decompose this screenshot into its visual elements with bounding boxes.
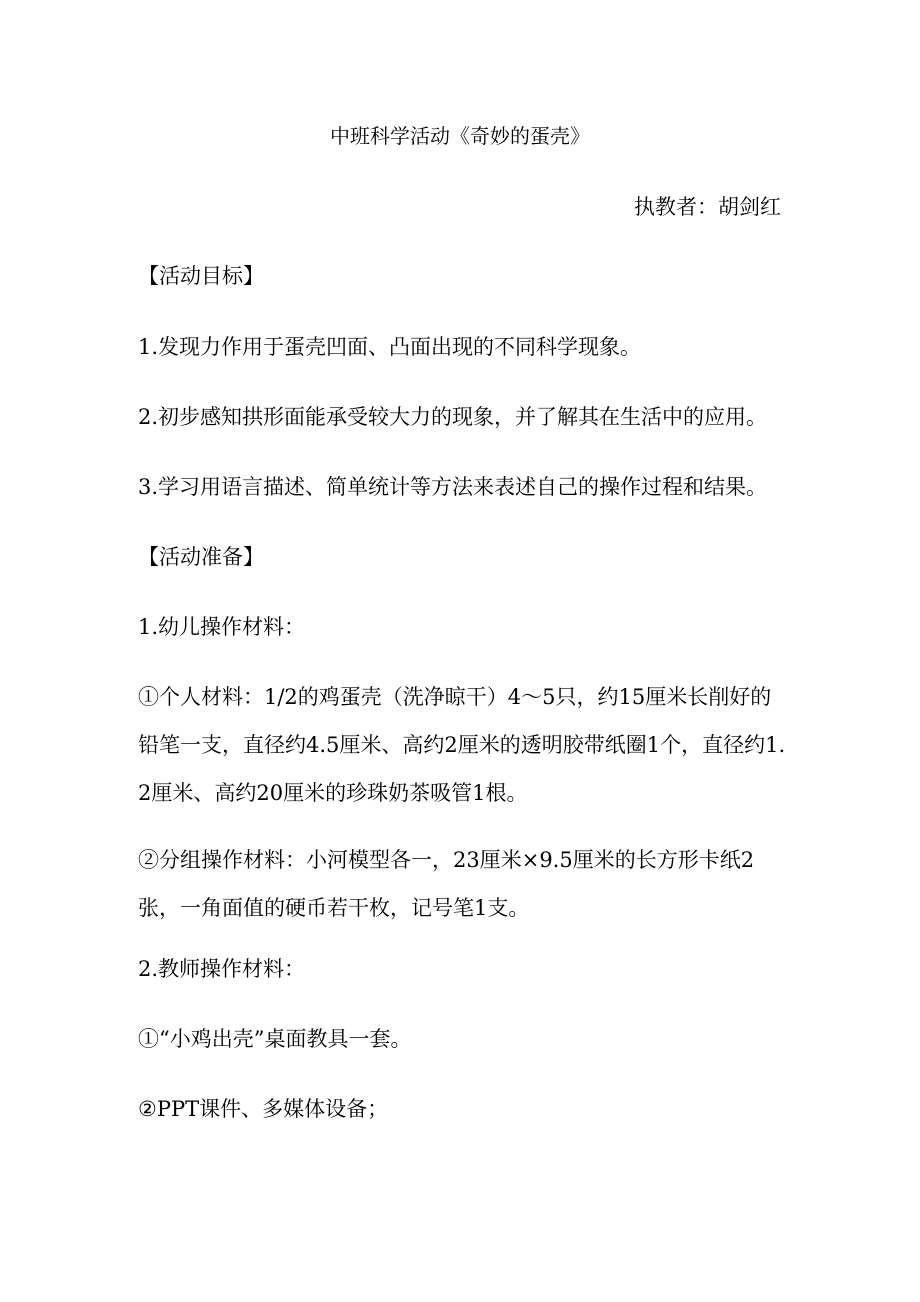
teacher-material-item: ①“小鸡出壳”桌面教具一套。 [138,1027,412,1051]
child-material-item: ①个人材料：1/2的鸡蛋壳（洗净晾干）4～5只，约15厘米长削好的铅笔一支，直径约4.5厘米、高约2厘米的透明胶带纸圈1个，直径约1.2厘米、高约20厘米的珍珠奶茶吸管1根。 [138,685,786,805]
goal-item: 3.学习用语言描述、简单统计等方法来表述自己的操作过程和结果。 [138,475,768,499]
goals-heading: 【活动目标】 [138,264,264,288]
document-title: 中班科学活动《奇妙的蛋壳》 [330,124,590,148]
goal-item: 1.发现力作用于蛋壳凹面、凸面出现的不同科学现象。 [138,335,642,359]
teacher-material-item: ②PPT课件、多媒体设备； [138,1097,389,1121]
child-materials-heading: 1.幼儿操作材料： [138,615,306,639]
goal-item: 2.初步感知拱形面能承受较大力的现象，并了解其在生活中的应用。 [138,405,768,429]
prep-heading: 【活动准备】 [138,545,264,569]
child-material-item: ②分组操作材料：小河模型各一，23厘米×9.5厘米的长方形卡纸2张，一角面值的硬币若干枚，记号笔1支。 [138,848,755,920]
teacher-materials-heading: 2.教师操作材料： [138,957,306,981]
author-line: 执教者：胡剑红 [634,195,781,219]
